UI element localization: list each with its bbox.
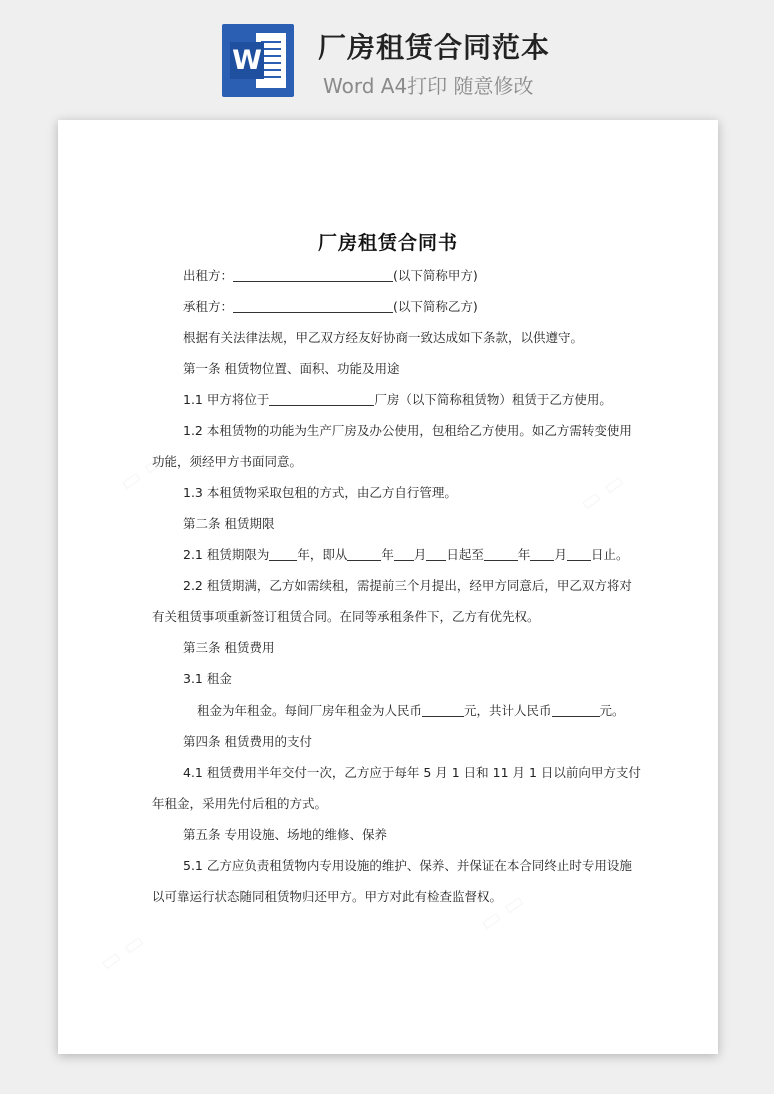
clause-1-2-line1: 1.2 本租赁物的功能为生产厂房及办公使用，包租给乙方使用。如乙方需转变使用 — [183, 423, 632, 438]
clause-1-1-prefix: 1.1 甲方将位于 — [183, 392, 270, 407]
watermark-mark — [95, 928, 149, 976]
term-years-blank — [269, 546, 297, 561]
clause-4-1-line2: 年租金，采用先付后租的方式。 — [152, 796, 328, 811]
rent-text: 元。 — [599, 703, 625, 718]
article-3-title: 第三条 租赁费用 — [183, 640, 275, 655]
rent-text: 元，共计人民币 — [464, 703, 552, 718]
word-icon-letter: W — [230, 42, 264, 79]
clause-2-1-text: 年 — [517, 547, 531, 562]
clause-2-1-text: 年 — [381, 547, 394, 562]
clause-1-1 — [183, 391, 612, 409]
unit-rent-blank — [422, 702, 464, 717]
clause-5-1-line2: 以可靠运行状态随同租赁物归还甲方。甲方对此有检查监督权。 — [152, 889, 503, 904]
lessee-line — [183, 298, 478, 316]
article-2-title: 第二条 租赁期限 — [183, 516, 275, 531]
start-day-blank — [426, 546, 446, 561]
clause-1-2-line2: 功能，须经甲方书面同意。 — [152, 454, 303, 469]
clause-3-1: 3.1 租金 — [183, 671, 232, 686]
intro-text: 根据有关法律法规，甲乙双方经友好协商一致达成如下条款，以供遵守。 — [183, 330, 584, 345]
clause-5-1-line1: 5.1 乙方应负责租赁物内专用设施的维护、保养、并保证在本合同终止时专用设施 — [183, 858, 632, 873]
lessor-line — [183, 267, 478, 285]
clause-2-1-text: 月 — [554, 547, 567, 562]
lessee-label: 承租方： — [183, 299, 234, 314]
start-year-blank — [347, 546, 381, 561]
lessee-blank — [233, 298, 393, 313]
clause-4-1-line1: 4.1 租赁费用半年交付一次，乙方应于每年 5 月 1 日和 11 月 1 日以前向甲方支付 — [183, 765, 641, 780]
word-icon — [222, 24, 294, 97]
clause-2-1-text: 日起至 — [446, 547, 484, 562]
header-title: 厂房租赁合同范本 — [318, 31, 551, 64]
clause-2-1-text: 月 — [413, 547, 427, 562]
header — [0, 0, 774, 112]
total-rent-blank — [552, 702, 600, 717]
clause-2-1-text: 2.1 租赁期限为 — [183, 547, 270, 562]
document-title: 厂房租赁合同书 — [317, 232, 458, 254]
rent-line — [197, 702, 625, 720]
document-page — [58, 120, 718, 1054]
lessor-blank — [233, 267, 393, 282]
watermark-mark — [575, 468, 629, 516]
end-month-blank — [530, 546, 554, 561]
clause-2-2-line2: 有关租赁事项重新签订租赁合同。在同等承租条件下，乙方有优先权。 — [152, 609, 540, 624]
article-1-title: 第一条 租赁物位置、面积、功能及用途 — [183, 361, 400, 376]
clause-2-1-text: 日止。 — [590, 547, 629, 562]
clause-2-1-text: 年，即从 — [297, 547, 348, 562]
rent-text: 租金为年租金。每间厂房年租金为人民币 — [197, 703, 423, 718]
lessee-suffix: (以下简称乙方) — [393, 299, 478, 314]
clause-2-2-line1: 2.2 租赁期满，乙方如需续租，需提前三个月提出，经甲方同意后，甲乙双方将对 — [183, 578, 632, 593]
lessor-label: 出租方： — [183, 268, 234, 283]
header-subtitle: Word A4打印 随意修改 — [323, 74, 534, 98]
location-blank — [269, 391, 374, 406]
clause-1-1-suffix: 厂房（以下简称租赁物）租赁于乙方使用。 — [374, 392, 612, 407]
article-4-title: 第四条 租赁费用的支付 — [183, 734, 312, 749]
lessor-suffix: (以下简称甲方) — [393, 268, 478, 283]
end-year-blank — [484, 546, 518, 561]
clause-1-3: 1.3 本租赁物采取包租的方式，由乙方自行管理。 — [183, 485, 457, 500]
start-month-blank — [394, 546, 414, 561]
clause-2-1 — [183, 546, 628, 564]
article-5-title: 第五条 专用设施、场地的维修、保养 — [183, 827, 387, 842]
end-day-blank — [567, 546, 591, 561]
